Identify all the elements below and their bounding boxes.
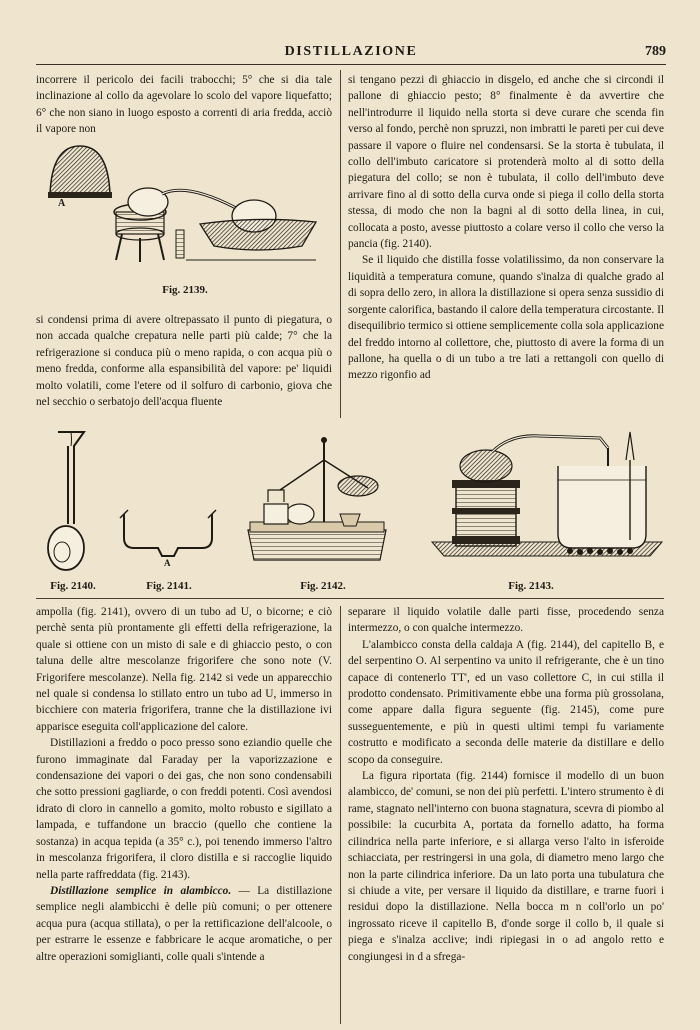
text-column-top-left xyxy=(36,72,332,138)
paragraph: Distillazioni a freddo o poco presso sono eziandio quelle che furono immaginate dal Faraday per la vaporizzazione e condensazione dei vapori o dei gas, che non sono condensabili che sotto pressioni gagliarde, o con freddi potenti. Così avendosi idrato di cloro in cannello a gomito, molto robusto e sigillato a lampada, e tuffandone un braccio (quello che contiene la sostanza) in acqua tepida (a 35° c.), poi tenendo immerso l'altro in mescolanza frigorifera, il cloro distilla e si raccoglie liquido nella parte raffreddata (fig. 2143). xyxy=(36,737,332,881)
figure-label-a: A xyxy=(164,558,171,568)
paragraph: si tengano pezzi di ghiaccio in disgelo, ed anche che si circondi il pallone di ghiaccio pesto; 8° finalmente è da avvertire che nell'introdurre il liquido nella storta si deve curare che scenda fin verso al fondo, perchè non spruzzi, non imbratti le pareti per cui deve passare il vapore o fluire nel condensarsi. Se la storta è tubulata, il collo dell'imbuto caricatore si protenderà molto al di sotto della piegatura del collo; se non è tubulata, il collo dell'imbuto deve arrivare fino al di sotto della curva onde si piega il collo della storta stessa, di modo che non la bagni al di sotto della linea, in cui, collocata a posto, avesse piuttosto a colare verso il collo che verso la pancia (fig. 2140). xyxy=(348,74,664,251)
figure-2143-distillation-setup xyxy=(430,430,664,576)
page-title: DISTILLAZIONE xyxy=(284,44,418,59)
figure-2141-u-tube xyxy=(118,500,218,570)
paragraph: ampolla (fig. 2141), ovvero di un tubo ad U, o bicorne; e ciò perchè senta più prontamente gli effetti della refrigerazione, la quale si ottiene con un misto di sale e di ghiaccio pesto, o con taluna delle altre mescolanze frigorifere che sono note (V. Frigorifere mescolanze). Nella fig. 2142 si vede un apparecchio nel quale si condensa lo stillato entro un tubo ad U, immerso in bicchiere con materia frigorifera, tranne che la distillazione ivi apparisce eseguita coll'applicazione del calore. xyxy=(36,606,332,733)
figures-separator xyxy=(36,598,664,599)
column-divider-bottom xyxy=(340,606,341,1024)
text-column-top-right xyxy=(348,72,664,384)
figure-2140-funnel-tube xyxy=(36,428,98,578)
figure-caption-2142: Fig. 2142. xyxy=(300,580,346,592)
paragraph: La figura riportata (fig. 2144) fornisce il modello di un buon alambicco, de' comuni, se non dei più perfetti. L'intero strumento è di rame, stagnato nell'interno con buona stagnatura, scevra di piombo al possibile: la cucurbita A, portata da fornello adatto, ha forma cilindrica nella parte inferiore, e si allarga verso l'alto in isferoide schiacciata, per restringersi in una gola, di diametro meno largo che non la parte cilindrica inferiore. Da un lato porta una tubulatura che si chiude a vite, per versare il liquido da distillare, e trarne fuori i residui dopo la distillazione. Nella bocca m n coll'orlo un po' ingrossato riceve il capitello B, d'onde sorge il collo b, il quale si piega e s'inalza acclive; indi ripiegasi in o ad angolo retto e congiungesi in d a sfrega- xyxy=(348,770,664,963)
figure-caption-2139: Fig. 2139. xyxy=(162,284,208,296)
paragraph: L'alambicco consta della caldaja A (fig. 2144), del capitello B, e del serpentino O. Al serpentino va unito il refrigerante, che è un tino capace di contenerlo TT', ed un vaso collettore C, in cui stilla il prodotto condensato. Primitivamente ebbe una forma più grossolana, come appare dalla figura seguente (fig. 2145), come pure susseguentemente, e più in questi ultimi tempi fu variamente costrutto e modificato a seconda delle materie da distillare e dello scopo da conseguire. xyxy=(348,638,664,766)
running-header xyxy=(36,42,666,65)
section-heading: Distillazione semplice in alambicco. xyxy=(50,884,232,897)
figure-label-a: A xyxy=(58,198,66,209)
figure-caption-2143: Fig. 2143. xyxy=(508,580,554,592)
paragraph-text: — La distillazione semplice negli alambicchi è delle più comuni; o per ottenere acqua pura (acqua stillata), o per la rettificazione dell'alcoole, o per estrarre le essenze e fabbricare le acque aromatiche, o per altre operazioni somiglianti, colle quali s'intende a xyxy=(36,884,333,963)
figure-2142-condensing-apparatus xyxy=(240,430,394,572)
paragraph: separare il liquido volatile dalle parti fisse, procedendo senza intermezzo, o con qualche intermezzo. xyxy=(348,606,664,635)
figure-caption-2141: Fig. 2141. xyxy=(146,580,192,592)
text-column-bottom-left xyxy=(36,604,332,965)
column-divider-top xyxy=(340,70,341,418)
paragraph xyxy=(36,883,332,965)
figure-caption-2140: Fig. 2140. xyxy=(50,580,96,592)
page-number: 789 xyxy=(645,44,666,59)
text-column-bottom-right xyxy=(348,604,664,965)
text-column-top-left-continued xyxy=(36,312,332,410)
paragraph: Se il liquido che distilla fosse volatilissimo, da non conservare la liquidità a temperatura comune, quando s'inalza di qualche grado al di sopra dello zero, in allora la distillazione si opera senza sussidio di sorgente calorifica, bastando il calore della temperatura circostante. Il disequilibrio termico si ottiene semplicemente colla sola applicazione del freddo intorno al collettore, che, piuttosto di avere la forma di un pallone, ha quella o di un tubo a tre lati a rettangoli con quello di mezzo rigonfio ad xyxy=(348,254,665,382)
paragraph: incorrere il pericolo dei facili trabocchi; 5° che si dia tale inclinazione al collo da agevolare lo scolo del vapore liquefatto; 6° che non siano in luogo esposto a correnti di aria fredda, acciò il vapore non xyxy=(36,74,332,136)
paragraph: si condensi prima di avere oltrepassato il punto di piegatura, o non accada qualche crepatura nelle parti più calde; 7° che la refrigerazione si conduca più o meno rapida, o con acqua più o meno fredda, conforme alla espansibilità del vapore: pe' liquidi molto volatili, come l'etere od il solfuro di carbonio, giova che nel secchio o serbatojo dell'acqua fluente xyxy=(36,314,332,409)
figure-2139-retort-distillation xyxy=(36,138,332,278)
